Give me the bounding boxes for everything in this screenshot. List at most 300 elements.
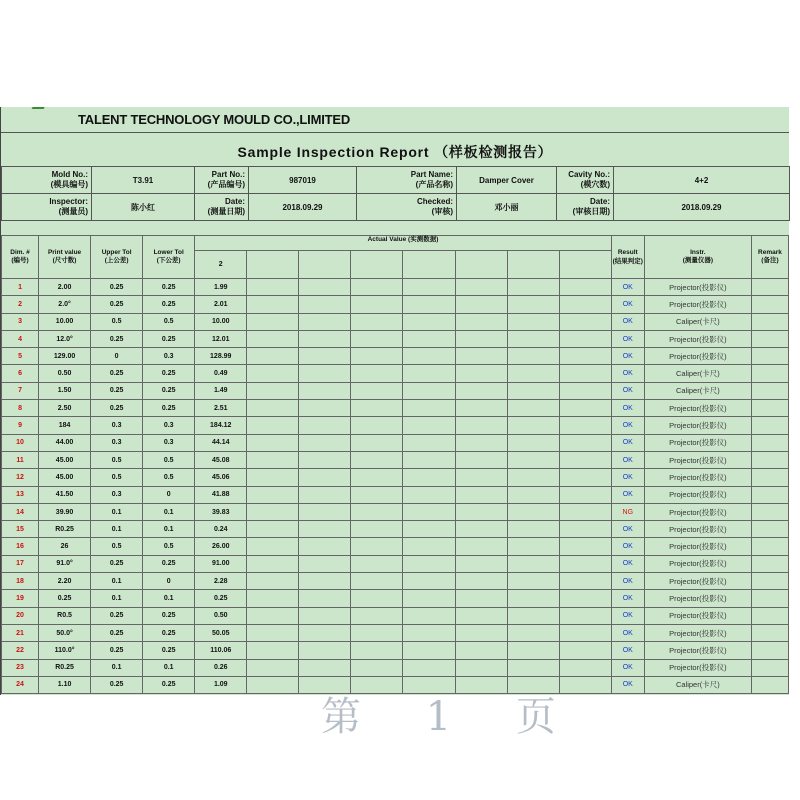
- empty-actual-cell: [247, 451, 299, 468]
- upper-tol-cell: 0.3: [91, 417, 143, 434]
- inspector-value: 陈小红: [92, 194, 195, 221]
- upper-tol-cell: 0.5: [91, 469, 143, 486]
- print-value-cell: 2.0°: [39, 296, 91, 313]
- empty-actual-cell: [559, 486, 611, 503]
- empty-actual-cell: [507, 400, 559, 417]
- empty-actual-cell: [351, 607, 403, 624]
- empty-actual-cell: [559, 607, 611, 624]
- empty-actual-cell: [247, 590, 299, 607]
- inspector-label: Inspector: (测量员): [2, 194, 92, 221]
- lower-tol-cell: 0.3: [143, 434, 195, 451]
- print-value-cell: 110.0°: [39, 642, 91, 659]
- remark-cell: [751, 503, 788, 520]
- actual-value-cell: 2.01: [195, 296, 247, 313]
- empty-actual-cell: [403, 590, 455, 607]
- empty-actual-cell: [351, 417, 403, 434]
- instrument-cell: Caliper(卡尺): [644, 382, 751, 399]
- table-row: [2, 417, 789, 434]
- empty-actual-cell: [299, 313, 351, 330]
- empty-actual-cell: [507, 417, 559, 434]
- lower-tol-cell: 0.25: [143, 555, 195, 572]
- remark-cell: [751, 296, 788, 313]
- actual-value-cell: 0.49: [195, 365, 247, 382]
- inspect-date-value: 2018.09.29: [249, 194, 357, 221]
- actual-value-cell: 2.28: [195, 573, 247, 590]
- table-row: [2, 521, 789, 538]
- lower-tol-cell: 0.25: [143, 330, 195, 347]
- lower-tol-cell: 0.5: [143, 538, 195, 555]
- actual-value-cell: 0.24: [195, 521, 247, 538]
- table-row: [2, 400, 789, 417]
- empty-actual-cell: [351, 279, 403, 296]
- dim-cell: 21: [2, 624, 39, 641]
- lower-tol-cell: 0.5: [143, 469, 195, 486]
- actual-value-cell: 10.00: [195, 313, 247, 330]
- print-value-cell: 184: [39, 417, 91, 434]
- instrument-cell: Projector(投影仪): [644, 538, 751, 555]
- empty-actual-cell: [299, 486, 351, 503]
- print-value-cell: 91.0°: [39, 555, 91, 572]
- result-cell: OK: [611, 590, 644, 607]
- empty-actual-cell: [351, 659, 403, 676]
- result-cell: OK: [611, 296, 644, 313]
- empty-actual-cell: [507, 486, 559, 503]
- upper-tol-cell: 0: [91, 348, 143, 365]
- dim-cell: 20: [2, 607, 39, 624]
- header-table: [1, 166, 790, 221]
- empty-actual-cell: [403, 538, 455, 555]
- upper-tol-cell: 0.25: [91, 642, 143, 659]
- empty-actual-cell: [403, 573, 455, 590]
- empty-actual-cell: [559, 279, 611, 296]
- instrument-cell: Projector(投影仪): [644, 417, 751, 434]
- lower-tol-cell: 0.25: [143, 676, 195, 693]
- col-lower: Lower Tol (下公差): [143, 236, 195, 279]
- result-cell: OK: [611, 469, 644, 486]
- empty-actual-cell: [455, 555, 507, 572]
- instrument-cell: Projector(投影仪): [644, 348, 751, 365]
- empty-actual-cell: [299, 330, 351, 347]
- table-row: [2, 642, 789, 659]
- empty-actual-cell: [455, 590, 507, 607]
- col-actual: Actual Value (实测数据): [195, 236, 612, 251]
- empty-actual-cell: [559, 521, 611, 538]
- empty-actual-cell: [559, 555, 611, 572]
- remark-cell: [751, 365, 788, 382]
- table-row: [2, 279, 789, 296]
- print-value-cell: 41.50: [39, 486, 91, 503]
- empty-actual-cell: [299, 555, 351, 572]
- empty-actual-cell: [507, 365, 559, 382]
- print-value-cell: 1.10: [39, 676, 91, 693]
- table-row: [2, 503, 789, 520]
- empty-actual-cell: [403, 382, 455, 399]
- result-cell: OK: [611, 313, 644, 330]
- empty-actual-cell: [403, 503, 455, 520]
- report-title: Sample Inspection Report （样板检测报告）: [237, 144, 553, 160]
- upper-tol-cell: 0.25: [91, 555, 143, 572]
- empty-actual-cell: [455, 365, 507, 382]
- remark-cell: [751, 521, 788, 538]
- empty-actual-cell: [455, 659, 507, 676]
- dim-cell: 19: [2, 590, 39, 607]
- print-value-cell: 39.90: [39, 503, 91, 520]
- dim-cell: 18: [2, 573, 39, 590]
- empty-actual-cell: [351, 400, 403, 417]
- table-row: [2, 486, 789, 503]
- empty-actual-cell: [455, 382, 507, 399]
- instrument-cell: Projector(投影仪): [644, 434, 751, 451]
- print-value-cell: 129.00: [39, 348, 91, 365]
- empty-actual-cell: [351, 642, 403, 659]
- lower-tol-cell: 0: [143, 486, 195, 503]
- empty-actual-cell: [507, 451, 559, 468]
- empty-actual-cell: [559, 330, 611, 347]
- empty-actual-cell: [403, 296, 455, 313]
- mold-no-value: T3.91: [92, 167, 195, 194]
- empty-actual-cell: [403, 451, 455, 468]
- table-row: [2, 348, 789, 365]
- empty-actual-cell: [299, 348, 351, 365]
- instrument-cell: Projector(投影仪): [644, 469, 751, 486]
- actual-value-cell: 0.26: [195, 659, 247, 676]
- dim-cell: 23: [2, 659, 39, 676]
- empty-actual-cell: [455, 296, 507, 313]
- table-row: [2, 607, 789, 624]
- dim-cell: 1: [2, 279, 39, 296]
- empty-actual-cell: [507, 382, 559, 399]
- corner-mark: [29, 107, 44, 113]
- remark-cell: [751, 659, 788, 676]
- dim-cell: 22: [2, 642, 39, 659]
- lower-tol-cell: 0: [143, 573, 195, 590]
- table-row: [2, 573, 789, 590]
- actual-value-cell: 1.49: [195, 382, 247, 399]
- empty-actual-cell: [299, 279, 351, 296]
- empty-actual-cell: [559, 417, 611, 434]
- empty-actual-cell: [299, 607, 351, 624]
- empty-actual-cell: [403, 434, 455, 451]
- result-cell: OK: [611, 676, 644, 693]
- result-cell: OK: [611, 624, 644, 641]
- empty-actual-cell: [299, 642, 351, 659]
- actual-value-cell: 26.00: [195, 538, 247, 555]
- lower-tol-cell: 0.3: [143, 348, 195, 365]
- empty-actual-cell: [455, 469, 507, 486]
- upper-tol-cell: 0.25: [91, 382, 143, 399]
- result-cell: OK: [611, 642, 644, 659]
- empty-actual-cell: [299, 382, 351, 399]
- remark-cell: [751, 607, 788, 624]
- instrument-cell: Caliper(卡尺): [644, 365, 751, 382]
- part-name-value: Damper Cover: [457, 167, 557, 194]
- print-value-cell: 0.25: [39, 590, 91, 607]
- empty-actual-cell: [403, 469, 455, 486]
- instrument-cell: Projector(投影仪): [644, 555, 751, 572]
- empty-actual-cell: [351, 451, 403, 468]
- upper-tol-cell: 0.5: [91, 313, 143, 330]
- upper-tol-cell: 0.1: [91, 659, 143, 676]
- part-name-label: Part Name: (产品名称): [357, 167, 457, 194]
- instrument-cell: Projector(投影仪): [644, 573, 751, 590]
- empty-actual-cell: [351, 486, 403, 503]
- page-watermark: 第 1 页: [321, 694, 582, 740]
- table-row: [2, 624, 789, 641]
- empty-actual-cell: [559, 451, 611, 468]
- instrument-cell: Caliper(卡尺): [644, 676, 751, 693]
- empty-actual-cell: [351, 365, 403, 382]
- print-value-cell: 2.00: [39, 279, 91, 296]
- result-cell: OK: [611, 382, 644, 399]
- empty-actual-cell: [299, 503, 351, 520]
- empty-actual-cell: [455, 607, 507, 624]
- dim-cell: 6: [2, 365, 39, 382]
- upper-tol-cell: 0.25: [91, 365, 143, 382]
- dim-cell: 12: [2, 469, 39, 486]
- empty-actual-cell: [507, 296, 559, 313]
- empty-actual-cell: [351, 538, 403, 555]
- lower-tol-cell: 0.25: [143, 382, 195, 399]
- empty-actual-cell: [247, 486, 299, 503]
- empty-actual-cell: [403, 365, 455, 382]
- divider: [1, 132, 789, 133]
- empty-actual-cell: [455, 624, 507, 641]
- lower-tol-cell: 0.25: [143, 400, 195, 417]
- empty-actual-cell: [559, 382, 611, 399]
- remark-cell: [751, 400, 788, 417]
- empty-actual-cell: [559, 348, 611, 365]
- actual-value-cell: 0.25: [195, 590, 247, 607]
- empty-actual-cell: [455, 486, 507, 503]
- empty-actual-cell: [247, 642, 299, 659]
- empty-actual-cell: [507, 348, 559, 365]
- lower-tol-cell: 0.1: [143, 521, 195, 538]
- col-remark: Remark (备注): [751, 236, 788, 279]
- print-value-cell: 44.00: [39, 434, 91, 451]
- empty-actual-cell: [247, 330, 299, 347]
- empty-actual-cell: [403, 417, 455, 434]
- empty-actual-cell: [455, 573, 507, 590]
- empty-actual-cell: [351, 434, 403, 451]
- remark-cell: [751, 538, 788, 555]
- empty-actual-cell: [559, 642, 611, 659]
- empty-actual-cell: [351, 469, 403, 486]
- empty-actual-cell: [559, 590, 611, 607]
- print-value-cell: 2.20: [39, 573, 91, 590]
- actual-value-cell: 110.06: [195, 642, 247, 659]
- empty-actual-cell: [351, 296, 403, 313]
- empty-actual-cell: [351, 330, 403, 347]
- remark-cell: [751, 382, 788, 399]
- dim-cell: 16: [2, 538, 39, 555]
- upper-tol-cell: 0.1: [91, 521, 143, 538]
- empty-actual-cell: [299, 400, 351, 417]
- result-cell: OK: [611, 538, 644, 555]
- upper-tol-cell: 0.25: [91, 624, 143, 641]
- result-cell: OK: [611, 573, 644, 590]
- empty-actual-cell: [351, 590, 403, 607]
- empty-actual-cell: [351, 313, 403, 330]
- dim-cell: 5: [2, 348, 39, 365]
- empty-actual-cell: [455, 451, 507, 468]
- remark-cell: [751, 348, 788, 365]
- remark-cell: [751, 313, 788, 330]
- actual-value-cell: 2.51: [195, 400, 247, 417]
- remark-cell: [751, 642, 788, 659]
- empty-actual-cell: [559, 365, 611, 382]
- empty-actual-cell: [559, 469, 611, 486]
- col-result: Result (结果判定): [611, 236, 644, 279]
- actual-value-cell: 184.12: [195, 417, 247, 434]
- empty-actual-cell: [507, 538, 559, 555]
- remark-cell: [751, 417, 788, 434]
- remark-cell: [751, 330, 788, 347]
- table-row: [2, 469, 789, 486]
- actual-value-cell: 45.08: [195, 451, 247, 468]
- instrument-cell: Projector(投影仪): [644, 400, 751, 417]
- part-no-label: Part No.: (产品编号): [195, 167, 249, 194]
- empty-actual-cell: [351, 348, 403, 365]
- empty-actual-cell: [559, 573, 611, 590]
- empty-actual-cell: [507, 434, 559, 451]
- company-name: TALENT TECHNOLOGY MOULD CO.,LIMITED: [78, 112, 351, 127]
- upper-tol-cell: 0.1: [91, 503, 143, 520]
- empty-actual-cell: [247, 296, 299, 313]
- actual-value-cell: 12.01: [195, 330, 247, 347]
- empty-actual-cell: [403, 642, 455, 659]
- table-row: [2, 313, 789, 330]
- lower-tol-cell: 0.1: [143, 590, 195, 607]
- checked-value: 邓小丽: [457, 194, 557, 221]
- empty-actual-cell: [403, 330, 455, 347]
- table-row: [2, 659, 789, 676]
- empty-actual-cell: [507, 607, 559, 624]
- dim-cell: 3: [2, 313, 39, 330]
- lower-tol-cell: 0.5: [143, 451, 195, 468]
- empty-actual-cell: [455, 400, 507, 417]
- instrument-cell: Projector(投影仪): [644, 279, 751, 296]
- instrument-cell: Projector(投影仪): [644, 503, 751, 520]
- empty-actual-cell: [247, 279, 299, 296]
- table-row: [2, 451, 789, 468]
- actual-value-cell: 45.06: [195, 469, 247, 486]
- lower-tol-cell: 0.1: [143, 503, 195, 520]
- empty-actual-cell: [507, 642, 559, 659]
- empty-actual-cell: [455, 503, 507, 520]
- empty-actual-cell: [403, 486, 455, 503]
- result-cell: OK: [611, 279, 644, 296]
- instrument-cell: Projector(投影仪): [644, 330, 751, 347]
- dim-cell: 24: [2, 676, 39, 693]
- result-cell: OK: [611, 348, 644, 365]
- result-cell: OK: [611, 451, 644, 468]
- lower-tol-cell: 0.25: [143, 365, 195, 382]
- lower-tol-cell: 0.3: [143, 417, 195, 434]
- lower-tol-cell: 0.25: [143, 642, 195, 659]
- result-cell: OK: [611, 486, 644, 503]
- empty-actual-cell: [403, 279, 455, 296]
- remark-cell: [751, 279, 788, 296]
- empty-actual-cell: [559, 538, 611, 555]
- actual-value-cell: 50.05: [195, 624, 247, 641]
- table-row: [2, 296, 789, 313]
- print-value-cell: R0.25: [39, 659, 91, 676]
- table-row: [2, 434, 789, 451]
- upper-tol-cell: 0.1: [91, 590, 143, 607]
- remark-cell: [751, 451, 788, 468]
- empty-actual-cell: [507, 503, 559, 520]
- actual-value-cell: 128.99: [195, 348, 247, 365]
- empty-actual-cell: [403, 313, 455, 330]
- actual-value-cell: 1.99: [195, 279, 247, 296]
- empty-actual-cell: [299, 417, 351, 434]
- empty-actual-cell: [559, 400, 611, 417]
- part-no-value: 987019: [249, 167, 357, 194]
- empty-actual-cell: [507, 555, 559, 572]
- instrument-cell: Projector(投影仪): [644, 590, 751, 607]
- empty-actual-cell: [247, 417, 299, 434]
- empty-actual-cell: [351, 573, 403, 590]
- empty-actual-cell: [247, 434, 299, 451]
- dim-cell: 13: [2, 486, 39, 503]
- remark-cell: [751, 555, 788, 572]
- empty-actual-cell: [455, 417, 507, 434]
- dim-cell: 15: [2, 521, 39, 538]
- cavity-no-value: 4+2: [614, 167, 790, 194]
- empty-actual-cell: [559, 659, 611, 676]
- upper-tol-cell: 0.25: [91, 607, 143, 624]
- upper-tol-cell: 0.25: [91, 400, 143, 417]
- empty-actual-cell: [299, 365, 351, 382]
- empty-actual-cell: [299, 624, 351, 641]
- empty-actual-cell: [247, 659, 299, 676]
- table-row: [2, 365, 789, 382]
- print-value-cell: 2.50: [39, 400, 91, 417]
- print-value-cell: 45.00: [39, 451, 91, 468]
- remark-cell: [751, 486, 788, 503]
- col-dim: Dim. # (编号): [2, 236, 39, 279]
- dim-cell: 9: [2, 417, 39, 434]
- empty-actual-cell: [507, 279, 559, 296]
- empty-actual-cell: [247, 555, 299, 572]
- empty-actual-cell: [299, 469, 351, 486]
- result-cell: OK: [611, 521, 644, 538]
- print-value-cell: 1.50: [39, 382, 91, 399]
- print-value-cell: 26: [39, 538, 91, 555]
- result-cell: OK: [611, 330, 644, 347]
- empty-actual-cell: [299, 521, 351, 538]
- actual-value-cell: 0.50: [195, 607, 247, 624]
- print-value-cell: 50.0°: [39, 624, 91, 641]
- empty-actual-cell: [507, 659, 559, 676]
- result-cell: OK: [611, 365, 644, 382]
- empty-actual-cell: [351, 555, 403, 572]
- dim-cell: 8: [2, 400, 39, 417]
- actual-value-cell: 1.09: [195, 676, 247, 693]
- empty-actual-cell: [559, 503, 611, 520]
- remark-cell: [751, 676, 788, 693]
- dim-cell: 7: [2, 382, 39, 399]
- empty-actual-cell: [351, 503, 403, 520]
- empty-actual-cell: [507, 624, 559, 641]
- col-upper: Upper Tol (上公差): [91, 236, 143, 279]
- empty-actual-cell: [559, 313, 611, 330]
- empty-actual-cell: [351, 382, 403, 399]
- checked-label: Checked: (审核): [357, 194, 457, 221]
- inspection-sheet: [0, 107, 789, 740]
- empty-actual-cell: [299, 538, 351, 555]
- empty-actual-cell: [507, 313, 559, 330]
